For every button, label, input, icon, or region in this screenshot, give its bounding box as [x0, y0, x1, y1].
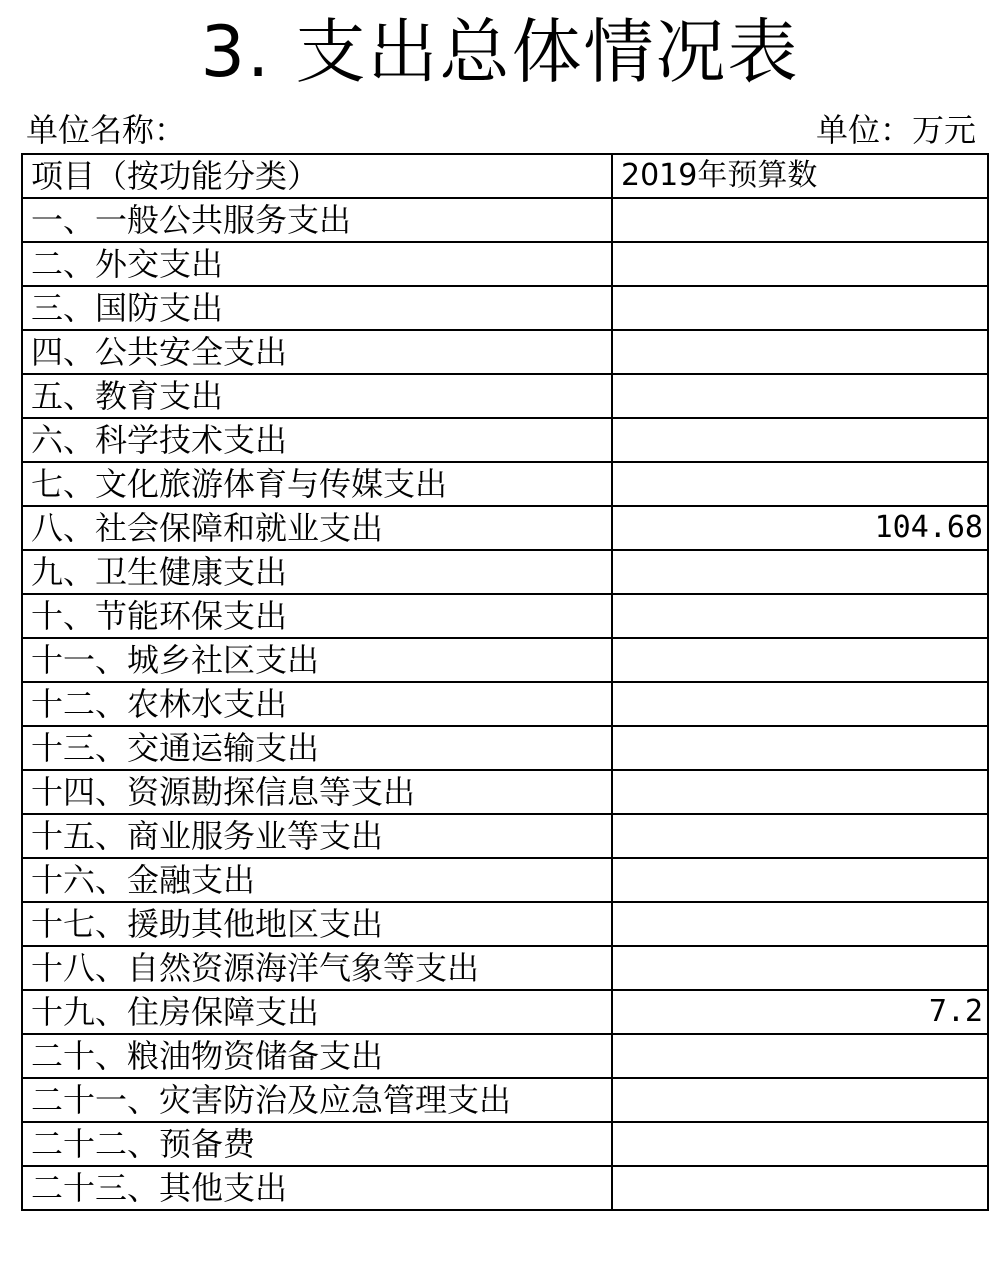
header-item: 项目（按功能分类）: [22, 154, 612, 198]
row-item: 十五、商业服务业等支出: [22, 814, 612, 858]
table-row: [22, 286, 988, 330]
row-item: 十七、援助其他地区支出: [22, 902, 612, 946]
row-item: 十八、自然资源海洋气象等支出: [22, 946, 612, 990]
row-value: [612, 594, 988, 638]
row-value: [612, 418, 988, 462]
table-row: [22, 858, 988, 902]
table-row: [22, 814, 988, 858]
row-value: [612, 770, 988, 814]
row-item: 十二、农林水支出: [22, 682, 612, 726]
row-item: 一、一般公共服务支出: [22, 198, 612, 242]
table-row: [22, 902, 988, 946]
row-value: [612, 198, 988, 242]
row-value: [612, 1078, 988, 1122]
table-meta: [26, 110, 976, 150]
table-row: [22, 1122, 988, 1166]
row-item: 八、社会保障和就业支出: [22, 506, 612, 550]
page-title: 3. 支出总体情况表: [200, 11, 800, 93]
row-value: [612, 682, 988, 726]
row-value: [612, 374, 988, 418]
table-row: [22, 946, 988, 990]
row-item: 二十三、其他支出: [22, 1166, 612, 1210]
row-value: 104.68: [612, 506, 988, 550]
row-item: 七、文化旅游体育与传媒支出: [22, 462, 612, 506]
row-item: 十三、交通运输支出: [22, 726, 612, 770]
row-value: [612, 726, 988, 770]
row-value: [612, 242, 988, 286]
row-value: [612, 638, 988, 682]
row-value: 7.2: [612, 990, 988, 1034]
row-item: 四、公共安全支出: [22, 330, 612, 374]
row-item: 二、外交支出: [22, 242, 612, 286]
row-value: [612, 330, 988, 374]
row-value: [612, 858, 988, 902]
row-item: 二十、粮油物资储备支出: [22, 1034, 612, 1078]
header-value: 2019年预算数: [612, 154, 988, 198]
table-row: [22, 594, 988, 638]
row-item: 十四、资源勘探信息等支出: [22, 770, 612, 814]
table-row: [22, 1078, 988, 1122]
row-value: [612, 1122, 988, 1166]
row-item: 十、节能环保支出: [22, 594, 612, 638]
table-row: [22, 418, 988, 462]
table-row: [22, 374, 988, 418]
row-value: [612, 946, 988, 990]
table-row: [22, 198, 988, 242]
row-value: [612, 550, 988, 594]
row-value: [612, 1034, 988, 1078]
expenditure-table: [21, 153, 989, 1211]
unit-label: 单位：万元: [815, 111, 976, 149]
row-item: 六、科学技术支出: [22, 418, 612, 462]
table-row: [22, 1034, 988, 1078]
row-value: [612, 902, 988, 946]
row-item: 二十二、预备费: [22, 1122, 612, 1166]
row-item: 九、卫生健康支出: [22, 550, 612, 594]
row-value: [612, 286, 988, 330]
row-value: [612, 814, 988, 858]
unit-name-label: 单位名称：: [26, 111, 187, 149]
table-row: [22, 242, 988, 286]
row-item: 十六、金融支出: [22, 858, 612, 902]
row-item: 三、国防支出: [22, 286, 612, 330]
row-value: [612, 1166, 988, 1210]
table-row: [22, 550, 988, 594]
row-item: 十九、住房保障支出: [22, 990, 612, 1034]
table-row: [22, 1166, 988, 1210]
row-item: 二十一、灾害防治及应急管理支出: [22, 1078, 612, 1122]
table-header-row: [22, 154, 988, 198]
row-item: 十一、城乡社区支出: [22, 638, 612, 682]
table-row: [22, 990, 988, 1034]
table-row: [22, 682, 988, 726]
row-value: [612, 462, 988, 506]
table-row: [22, 462, 988, 506]
table-row: [22, 330, 988, 374]
table-row: [22, 726, 988, 770]
table-row: [22, 506, 988, 550]
table-row: [22, 770, 988, 814]
table-row: [22, 638, 988, 682]
row-item: 五、教育支出: [22, 374, 612, 418]
